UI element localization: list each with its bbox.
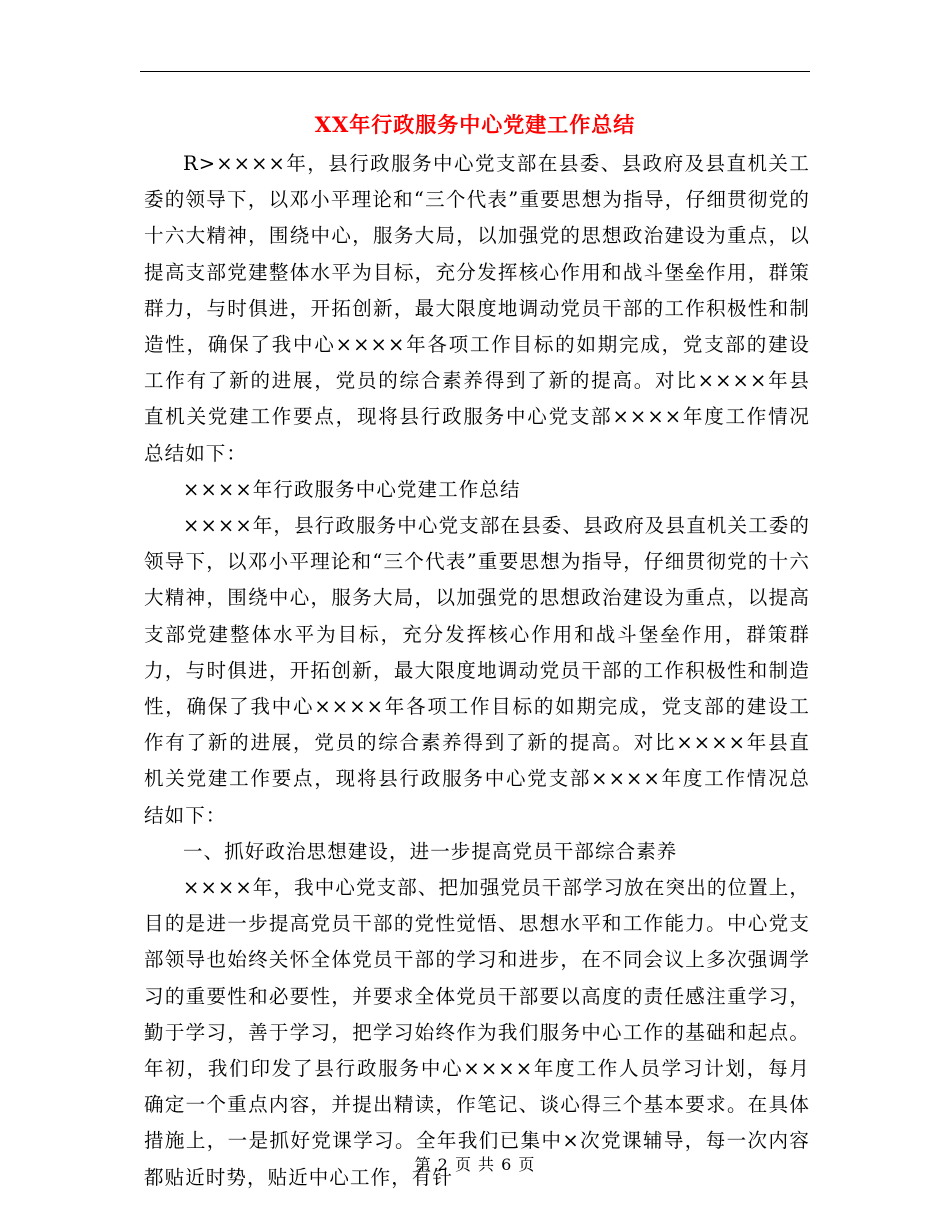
document-body [144, 146, 810, 1196]
document-title: XX年行政服务中心党建工作总结 [314, 112, 636, 137]
paragraph: ××××年，县行政服务中心党支部在县委、县政府及县直机关工委的领导下，以邓小平理论和“三个代表”重要思想为指导，仔细贯彻党的十六大精神，围绕中心，服务大局，以加强党的思想政治建设为重点，以提高支部党建整体水平为目标，充分发挥核心作用和战斗堡垒作用，群策群力，与时俱进，开拓创新，最大限度地调动党员干部的工作积极性和制造性，确保了我中心××××年各项工作目标的如期完成，党支部的建设工作有了新的进展，党员的综合素养得到了新的提高。对比××××年县直机关党建工作要点，现将县行政服务中心党支部××××年度工作情况总结如下： [144, 514, 810, 827]
paragraph: ××××年，我中心党支部、把加强党员干部学习放在突出的位置上，目的是进一步提高党员干部的党性觉悟、思想水平和工作能力。中心党支部领导也始终关怀全体党员干部的学习和进步，在不同会议上多次强调学习的重要性和必要性，并要求全体党员干部要以高度的责任感注重学习，勤于学习，善于学习，把学习始终作为我们服务中心工作的基础和起点。年初，我们印发了县行政服务中心××××年度工作人员学习计划，每月确定一个重点内容，并提出精读，作笔记、谈心得三个基本要求。在具体措施上，一是抓好党课学习。全年我们已集中×次党课辅导，每一次内容都贴近时势，贴近中心工作，有针 [144, 876, 810, 1189]
header-rule [140, 71, 810, 72]
section-heading: 一、抓好政治思想建设，进一步提高党员干部综合素养 [183, 839, 678, 863]
page-number: 第 2 页 共 6 页 [414, 1155, 536, 1174]
paragraph: ××××年行政服务中心党建工作总结 [183, 477, 521, 501]
paragraph: R>××××年，县行政服务中心党支部在县委、县政府及县直机关工委的领导下，以邓小平理论和“三个代表”重要思想为指导，仔细贯彻党的十六大精神，围绕中心，服务大局，以加强党的思想政治建设为重点，以提高支部党建整体水平为目标，充分发挥核心作用和战斗堡垒作用，群策群力，与时俱进，开拓创新，最大限度地调动党员干部的工作积极性和制造性，确保了我中心××××年各项工作目标的如期完成，党支部的建设工作有了新的进展，党员的综合素养得到了新的提高。对比××××年县直机关党建工作要点，现将县行政服务中心党支部××××年度工作情况总结如下： [144, 152, 810, 465]
